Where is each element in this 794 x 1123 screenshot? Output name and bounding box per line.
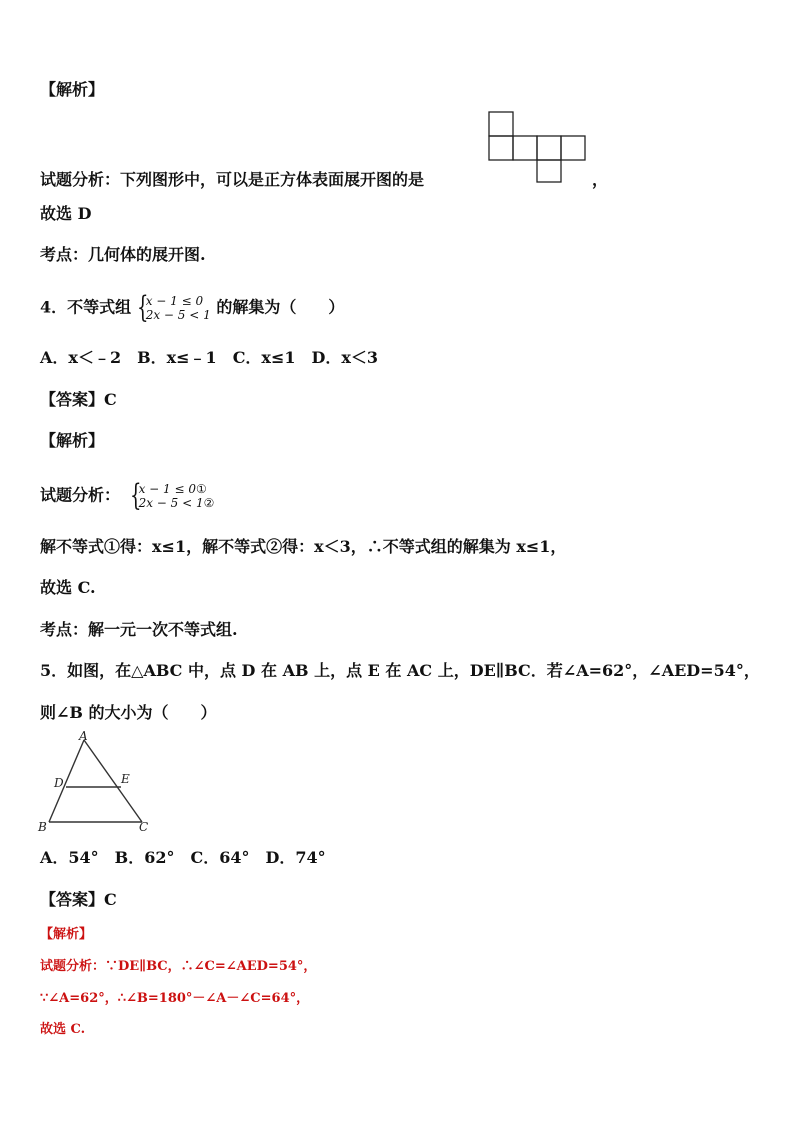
q5-stem-line-1: 5．如图，在△ABC 中，点 D 在 AB 上，点 E 在 AC 上，DE∥BC．若∠A=62°，∠AED=54°， (40, 661, 760, 680)
q4-stem-prefix: 4．不等式组 (40, 297, 132, 317)
q4-answer: 【答案】C (40, 390, 117, 409)
q5-red-line-1: 试题分析：∵DE∥BC，∴∠C=∠AED=54°， (40, 959, 317, 974)
q5-red-line-2: ∵∠A=62°，∴∠B=180°－∠A－∠C=64°， (40, 991, 310, 1006)
label-d: D (54, 776, 64, 790)
q4-sys-line-2: 2x − 5 < 1 (145, 308, 211, 322)
q4-analysis-prefix: 试题分析： (40, 485, 121, 505)
q5-red-heading: 【解析】 (40, 927, 93, 942)
analysis-heading: 【解析】 (40, 80, 105, 99)
q4-step: 解不等式①得：x≤1，解不等式②得：x＜3，∴不等式组的解集为 x≤1， (40, 537, 567, 556)
brace-glyph: { (136, 290, 149, 325)
q4-sys-line-2-copy: 2x − 5 < 1 (138, 496, 204, 510)
label-e: E (121, 772, 130, 786)
q4-analysis (40, 478, 215, 513)
q4-inequality-system (136, 290, 211, 325)
keypoint-line: 考点：几何体的展开图. (40, 245, 206, 264)
q4-stem-suffix: 的解集为（ ） (216, 297, 345, 317)
q4-stem (40, 290, 345, 325)
q4-analysis-system (129, 478, 215, 513)
q4-choose: 故选 C. (40, 578, 96, 597)
q4-analysis-row-1 (139, 482, 215, 496)
q5-red-line-3: 故选 C. (40, 1022, 86, 1037)
brace-glyph: { (129, 478, 142, 513)
q5-stem-line-2: 则∠B 的大小为（ ） (40, 703, 217, 722)
triangle-figure (36, 730, 156, 834)
q4-analysis-heading: 【解析】 (40, 431, 105, 450)
q4-keypoint: 考点：解一元一次不等式组. (40, 620, 238, 639)
q4-analysis-row-2 (139, 496, 215, 510)
circled-one: ① (196, 482, 207, 496)
q4-options: A．x＜﹣2 B．x≤﹣1 C．x≤1 D．x＜3 (40, 348, 379, 367)
q5-answer: 【答案】C (40, 890, 117, 909)
choice-line: 故选 D (40, 204, 92, 223)
label-b: B (38, 820, 47, 834)
label-a: A (79, 730, 88, 743)
analysis-tail: ， (592, 170, 609, 189)
analysis-text: 试题分析：下列图形中，可以是正方体表面展开图的是 (40, 170, 425, 189)
circled-two: ② (203, 496, 215, 510)
cube-net-figure (488, 111, 590, 183)
q4-sys-line-1-copy: x − 1 ≤ 0 (138, 482, 196, 496)
label-c: C (139, 820, 149, 834)
q5-options: A．54° B．62° C．64° D．74° (40, 848, 326, 867)
q4-sys-line-1: x − 1 ≤ 0 (145, 294, 204, 308)
side-ac (84, 740, 142, 822)
